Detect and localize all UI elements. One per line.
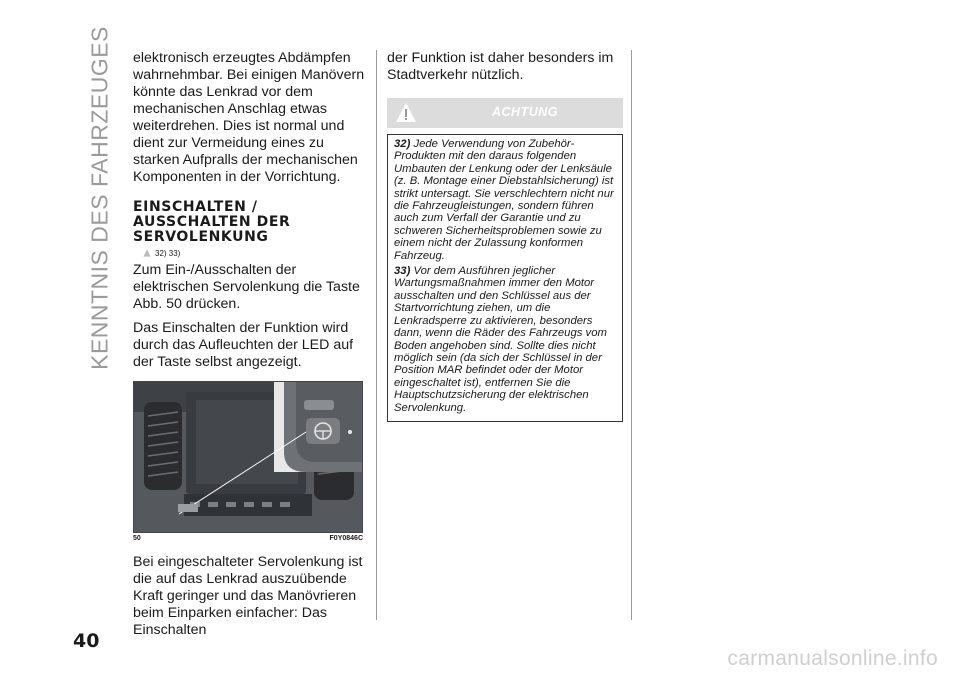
right-column xyxy=(387,50,623,422)
warning-item-33 xyxy=(394,265,618,414)
reference-numbers: 32) 33) xyxy=(155,249,181,258)
heading-line-1: EINSCHALTEN / xyxy=(133,199,258,215)
figure-caption xyxy=(133,535,363,542)
paragraph-servo-on: Bei eingeschalteter Servolenkung ist die auf das Lenkrad auszuübende Kraft geringer und das Manövrieren beim Einparken einfacher: Das Einschalten xyxy=(133,554,363,638)
warning-references xyxy=(143,249,365,258)
warning-header xyxy=(387,98,623,128)
watermark: carmanualsonline.info xyxy=(727,647,938,670)
warning-box xyxy=(387,134,623,422)
paragraph-switch: Zum Ein-/Ausschalten der elektrischen Servolenkung die Taste Abb. 50 drücken. xyxy=(133,262,360,312)
continuation-paragraph: der Funktion ist daher besonders im Stadtverkehr nützlich. xyxy=(387,50,614,83)
figure-code: F0Y0846C xyxy=(329,535,363,542)
warning-text-33: Vor dem Ausführen jeglicher Wartungsmaßnahmen immer den Motor ausschalten und den Schlüssel aus der Startvorrichtung ziehen, um die Lenkradsperre zu aktivieren, besonders dann, wenn die Räder des Fahrzeugs vom Boden angehoben sind. Sollte dies nicht möglich sein (da sich der Schlüssel in der Position MAR befindet oder der Motor eingeschaltet ist), entfernen Sie die Hauptschutzsicherung der elektrischen Servolenkung. xyxy=(394,265,607,414)
column-divider-left xyxy=(376,50,377,620)
warning-number-32: 32) xyxy=(394,138,411,150)
chapter-title-text: KENNTNIS DES FAHRZEUGES xyxy=(86,26,113,370)
chapter-side-title xyxy=(84,26,116,370)
warning-text-32: Jede Verwendung von Zubehör-Produkten mit den daraus folgenden Umbauten der Lenkung oder der Lenksäule (z. B. Montage einer Diebstahlsicherung) ist strikt untersagt. Sie verschlechtern nicht nur die Fahrzeugleistungen, sondern führen auch zum Verfall der Garantie und zu schweren Sicherheitsproblemen sowie zu einem nicht der Zulassung konformen Fahrzeug. xyxy=(394,138,614,262)
warning-item-32 xyxy=(394,138,618,262)
warning-number-33: 33) xyxy=(394,265,411,278)
dashboard-illustration xyxy=(134,382,362,532)
section-heading xyxy=(133,200,365,245)
warning-triangle-icon xyxy=(143,249,151,257)
heading-line-3: SERVOLENKUNG xyxy=(133,229,269,245)
figure-number: 50 xyxy=(133,535,141,542)
paragraph-led: Das Einschalten der Funktion wird durch das Aufleuchten der LED auf der Taste selbst angezeigt. xyxy=(133,320,354,370)
page-number: 40 xyxy=(73,630,100,652)
intro-paragraph: elektronisch erzeugtes Abdämpfen wahrnehmbar. Bei einigen Manövern könnte das Lenkrad vor dem mechanischen Anschlag etwas weiterdrehen. Dies ist normal und dient zur Vermeidung eines zu starken Aufpralls der mechanischen Komponenten in der Vorrichtung. xyxy=(133,50,365,185)
heading-line-2: AUSSCHALTEN DER xyxy=(133,214,291,230)
dashboard-figure xyxy=(133,381,363,533)
column-divider-right xyxy=(631,50,632,620)
warning-title: ACHTUNG xyxy=(492,105,558,119)
left-column xyxy=(133,50,365,646)
